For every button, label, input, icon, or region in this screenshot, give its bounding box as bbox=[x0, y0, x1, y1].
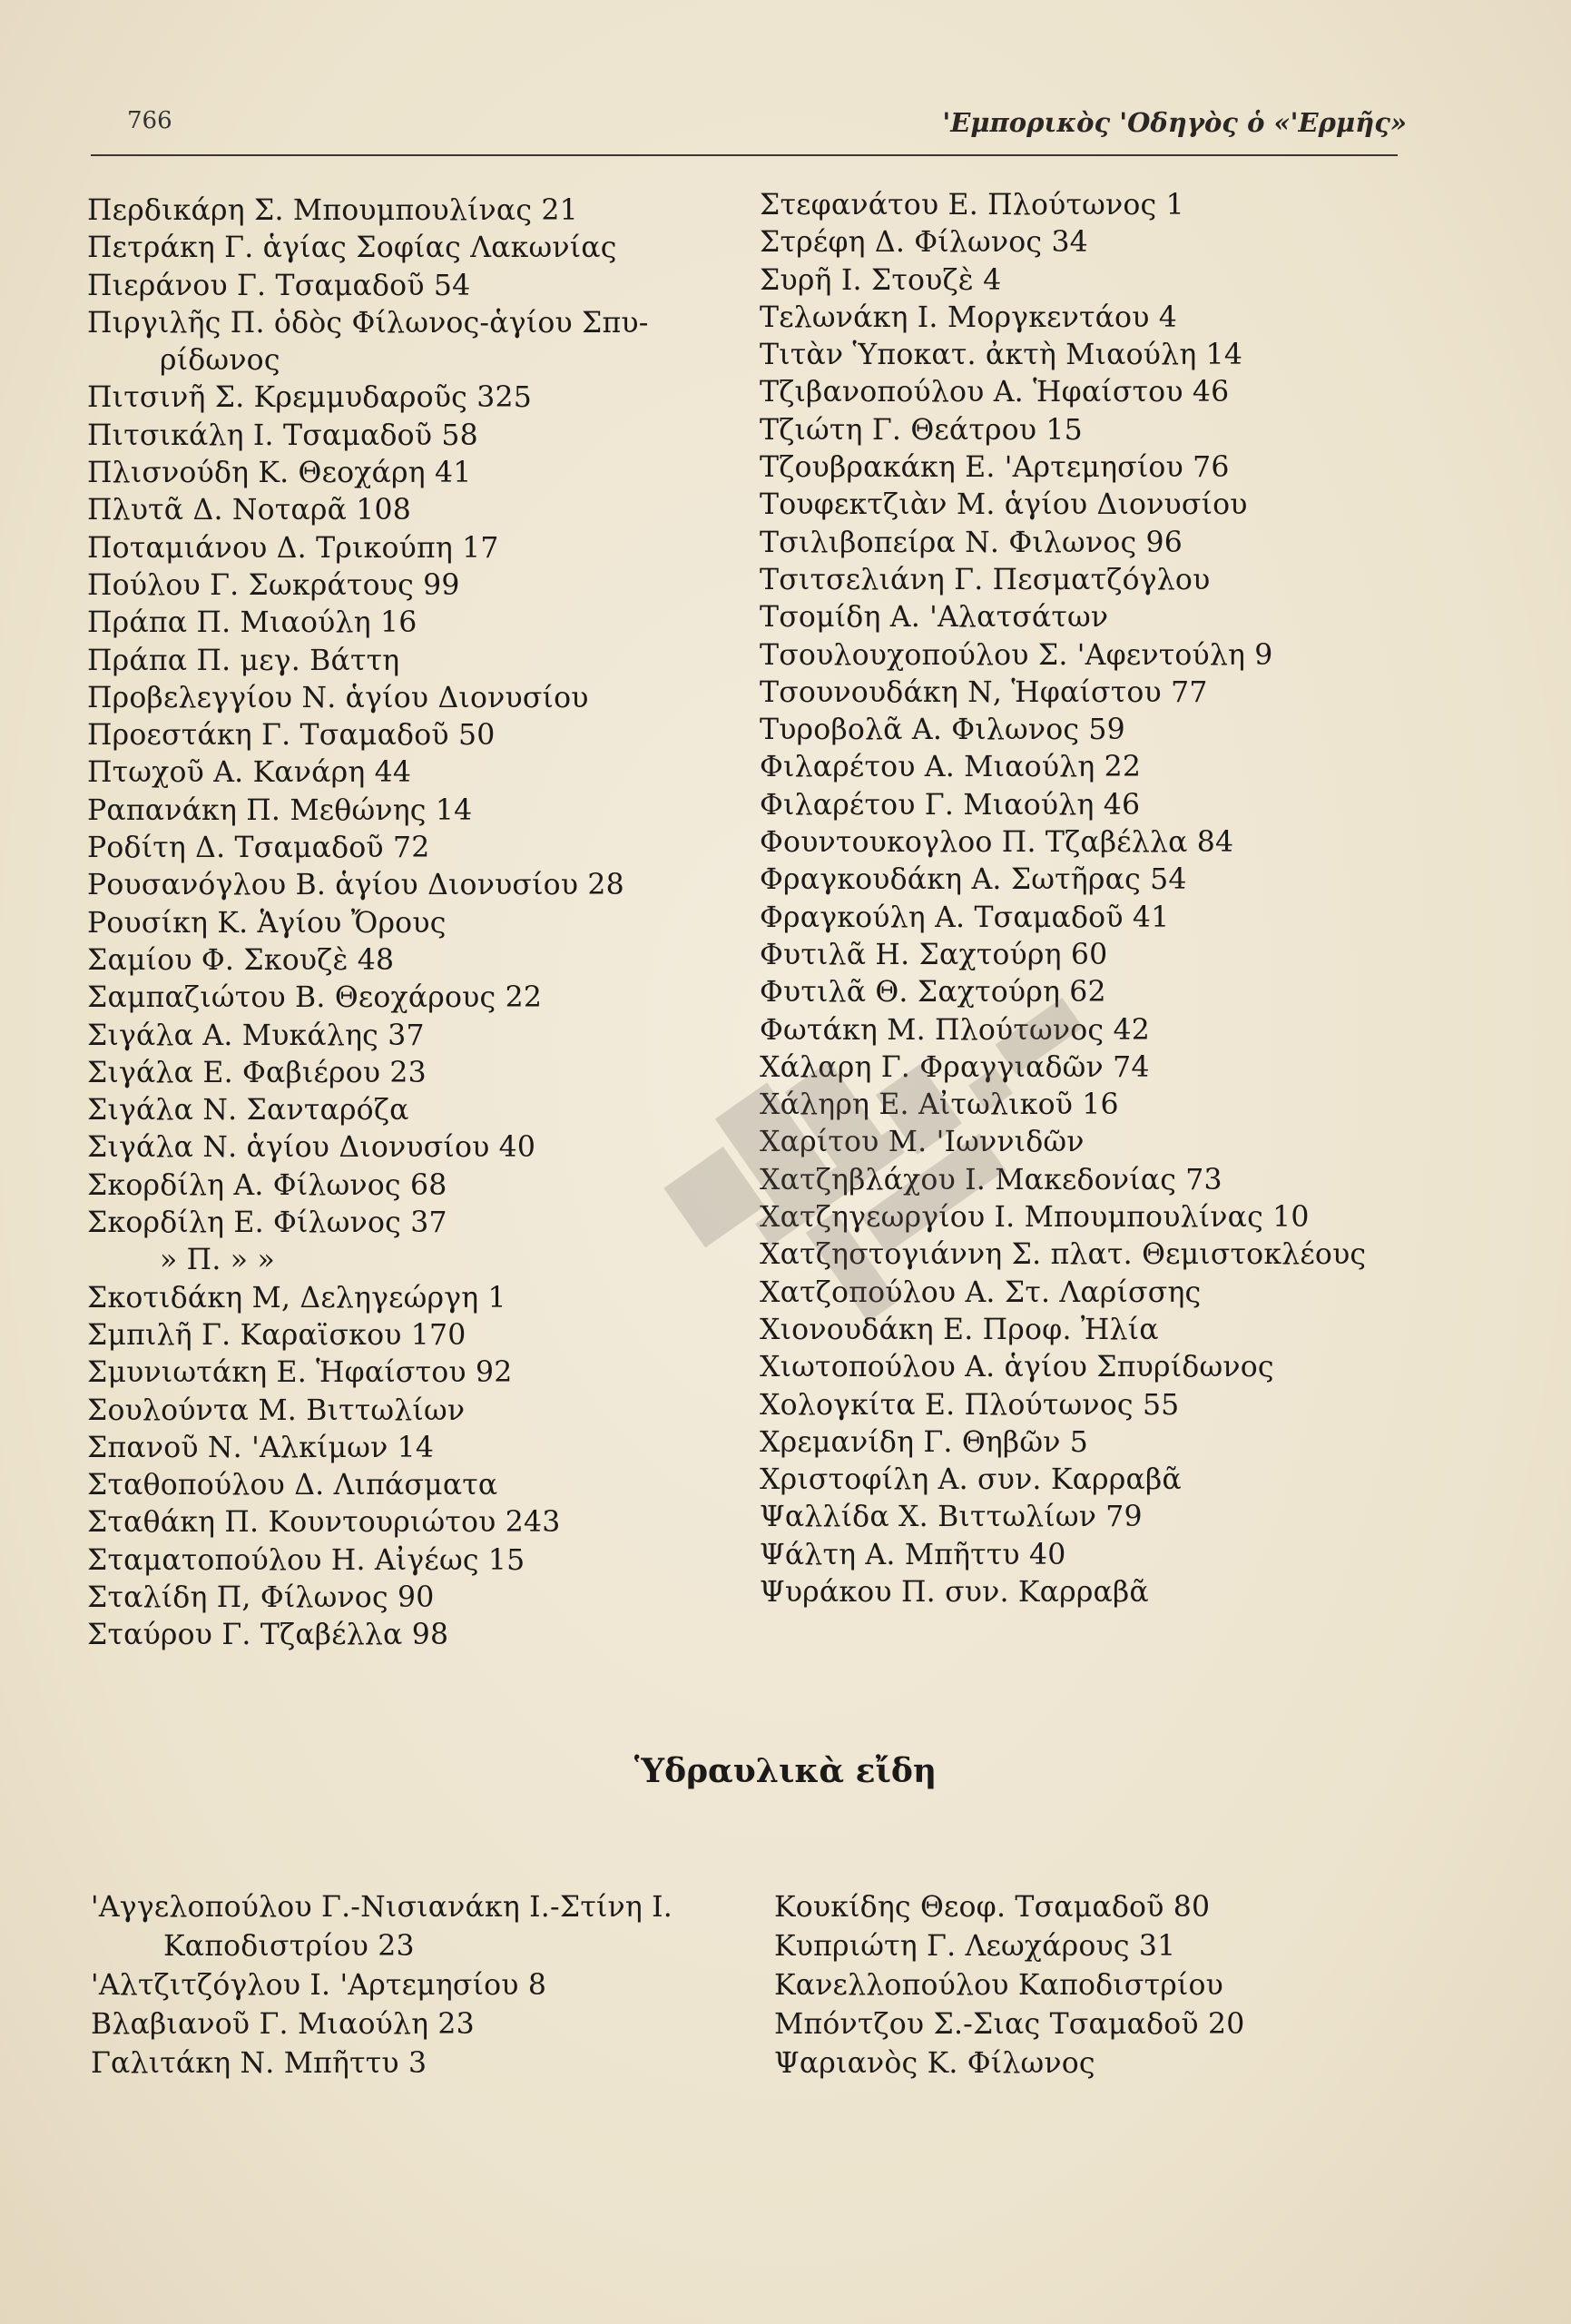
directory-entry: Τσομίδη Α. 'Αλατσάτων bbox=[760, 601, 1109, 635]
directory-entry: 'Αλτζιτζόγλου Ι. 'Αρτεμησίου 8 bbox=[91, 1969, 547, 2002]
directory-entry: Σταματοπούλου Η. Αἰγέως 15 bbox=[87, 1543, 525, 1577]
directory-entry: Φυτιλᾶ Θ. Σαχτούρη 62 bbox=[760, 976, 1106, 1009]
directory-entry: Χατζοπούλου Α. Στ. Λαρίσσης bbox=[760, 1275, 1202, 1309]
section-title: Ὑδραυλικὰ εἴδη bbox=[633, 1752, 938, 1790]
section-left-column bbox=[91, 1888, 762, 2083]
directory-entry: Συρῆ Ι. Στουζὲ 4 bbox=[760, 263, 1002, 297]
directory-entry: Πράπα Π. Μιαούλη 16 bbox=[87, 606, 417, 640]
directory-entry: Χαρίτου Μ. 'Ιωννιδῶν bbox=[760, 1126, 1085, 1159]
directory-entry: Περδικάρη Σ. Μπουμπουλίνας 21 bbox=[87, 194, 578, 227]
directory-entry: Σμυνιωτάκη Ε. Ἡφαίστου 92 bbox=[87, 1356, 513, 1390]
directory-entry: 'Αγγελοπούλου Γ.-Νισιανάκη Ι.-Στίνη Ι. bbox=[91, 1891, 673, 1924]
directory-entry: Ροδίτη Δ. Τσαμαδοῦ 72 bbox=[87, 832, 430, 865]
directory-entry: Ψάλτη Α. Μπῆττυ 40 bbox=[760, 1538, 1066, 1571]
directory-entry: Καποδιστρίου 23 bbox=[163, 1930, 415, 1963]
directory-entry: Φωτάκη Μ. Πλούτωνος 42 bbox=[760, 1013, 1150, 1047]
directory-entry: Χολογκίτα Ε. Πλούτωνος 55 bbox=[760, 1388, 1180, 1422]
directory-entry: Στρέφη Δ. Φίλωνος 34 bbox=[760, 226, 1088, 260]
page-number: 766 bbox=[127, 107, 172, 134]
directory-entry: Τζουβρακάκη Ε. 'Αρτεμησίου 76 bbox=[760, 451, 1230, 485]
directory-entry: Σταθάκη Π. Κουντουριώτου 243 bbox=[87, 1506, 561, 1540]
directory-entry: Τσουλουχοπούλου Σ. 'Αφεντούλη 9 bbox=[760, 638, 1273, 672]
running-head: 'Εμπορικὸς 'Οδηγὸς ὁ «'Ερμῆς» bbox=[942, 107, 1407, 138]
directory-entry: Ψυράκου Π. συν. Καρραβᾶ bbox=[760, 1575, 1149, 1609]
directory-entry: Σιγάλα Ε. Φαβιέρου 23 bbox=[87, 1056, 427, 1089]
directory-entry: Πράπα Π. μεγ. Βάττη bbox=[87, 644, 400, 677]
directory-entry: Σιγάλα Ν. Σανταρόζα bbox=[87, 1094, 409, 1128]
section-right-column bbox=[774, 1888, 1428, 2083]
directory-entry: ρίδωνος bbox=[160, 344, 280, 378]
directory-entry: Χιονουδάκη Ε. Προφ. Ἠλία bbox=[760, 1313, 1159, 1346]
directory-entry: Τσιτσελιάνη Γ. Πεσματζόγλου bbox=[760, 563, 1211, 596]
directory-entry: » Π. » » bbox=[160, 1244, 275, 1277]
directory-entry: Σμπιλῆ Γ. Καραϊσκου 170 bbox=[87, 1318, 466, 1352]
directory-entry: Κανελλοπούλου Καποδιστρίου bbox=[774, 1969, 1223, 2002]
directory-entry: Φυτιλᾶ Η. Σαχτούρη 60 bbox=[760, 938, 1108, 971]
directory-entry: Προεστάκη Γ. Τσαμαδοῦ 50 bbox=[87, 719, 496, 753]
directory-entry: Πιτσικάλη Ι. Τσαμαδοῦ 58 bbox=[87, 419, 478, 452]
directory-entry: Φραγκουδάκη Α. Σωτῆρας 54 bbox=[760, 863, 1187, 897]
directory-entry: Πιτσινῆ Σ. Κρεμμυδαροῦς 325 bbox=[87, 381, 532, 415]
directory-entry: Σιγάλα Α. Μυκάλης 37 bbox=[87, 1019, 425, 1052]
directory-entry: Τελωνάκη Ι. Μοργκεντάου 4 bbox=[760, 300, 1178, 334]
directory-entry: Χάληρη Ε. Αἰτωλικοῦ 16 bbox=[760, 1088, 1119, 1122]
directory-left-column bbox=[87, 192, 741, 1655]
directory-entry: Πιεράνου Γ. Τσαμαδοῦ 54 bbox=[87, 269, 471, 302]
directory-entry: Ρουσίκη Κ. Ἁγίου Ὄρους bbox=[87, 906, 447, 940]
directory-entry: Πιργιλῆς Π. ὁδὸς Φίλωνος-ἁγίου Σπυ- bbox=[87, 306, 649, 340]
directory-entry: Χρεμανίδη Γ. Θηβῶν 5 bbox=[760, 1425, 1089, 1459]
directory-entry: Κουκίδης Θεοφ. Τσαμαδοῦ 80 bbox=[774, 1891, 1211, 1924]
directory-right-column bbox=[760, 187, 1413, 1611]
directory-entry: Τζιώτη Γ. Θεάτρου 15 bbox=[760, 413, 1083, 447]
directory-entry: Σιγάλα Ν. ἁγίου Διονυσίου 40 bbox=[87, 1131, 536, 1165]
directory-entry: Σκοτιδάκη Μ, Δεληγεώργη 1 bbox=[87, 1281, 506, 1315]
directory-entry: Πλισνούδη Κ. Θεοχάρη 41 bbox=[87, 457, 472, 490]
directory-entry: Χριστοφίλη Α. συν. Καρραβᾶ bbox=[760, 1463, 1182, 1497]
directory-entry: Τουφεκτζιὰν Μ. ἁγίου Διονυσίου bbox=[760, 488, 1248, 522]
directory-entry: Φιλαρέτου Α. Μιαούλη 22 bbox=[760, 751, 1142, 784]
directory-entry: Φιλαρέτου Γ. Μιαούλη 46 bbox=[760, 788, 1141, 822]
directory-entry: Βλαβιανοῦ Γ. Μιαούλη 23 bbox=[91, 2008, 475, 2041]
directory-entry: Ψαριανὸς Κ. Φίλωνος bbox=[774, 2047, 1095, 2080]
directory-entry: Γαλιτάκη Ν. Μπῆττυ 3 bbox=[91, 2047, 427, 2080]
directory-entry: Σταθοπούλου Δ. Λιπάσματα bbox=[87, 1469, 498, 1502]
directory-entry: Χιωτοπούλου Α. ἁγίου Σπυρίδωνος bbox=[760, 1351, 1274, 1384]
directory-entry: Σπανοῦ Ν. 'Αλκίμων 14 bbox=[87, 1431, 435, 1464]
directory-entry: Ρουσανόγλου Β. ἁγίου Διονυσίου 28 bbox=[87, 869, 624, 902]
directory-entry: Ποταμιάνου Δ. Τρικούπη 17 bbox=[87, 531, 499, 565]
directory-entry: Σκορδίλη Α. Φίλωνος 68 bbox=[87, 1168, 447, 1202]
directory-entry: Ψαλλίδα Χ. Βιττωλίων 79 bbox=[760, 1501, 1143, 1534]
directory-entry: Πτωχοῦ Α. Κανάρη 44 bbox=[87, 756, 412, 790]
directory-entry: Μπόντζου Σ.-Σιας Τσαμαδοῦ 20 bbox=[774, 2008, 1245, 2041]
directory-entry: Σουλούντα Μ. Βιττωλίων bbox=[87, 1393, 466, 1427]
directory-entry: Τσιλιβοπείρα Ν. Φιλωνος 96 bbox=[760, 526, 1183, 559]
directory-entry: Τσουνουδάκη Ν, Ἡφαίστου 77 bbox=[760, 675, 1208, 709]
directory-entry: Προβελεγγίου Ν. ἁγίου Διονυσίου bbox=[87, 681, 589, 714]
directory-entry: Φραγκούλη Α. Τσαμαδοῦ 41 bbox=[760, 901, 1170, 934]
directory-entry: Σταύρου Γ. Τζαβέλλα 98 bbox=[87, 1619, 449, 1652]
directory-entry: Χάλαρη Γ. Φραγγιαδῶν 74 bbox=[760, 1050, 1150, 1084]
directory-entry: Πλυτᾶ Δ. Νοταρᾶ 108 bbox=[87, 494, 412, 527]
directory-entry: Τζιβανοπούλου Α. Ἡφαίστου 46 bbox=[760, 376, 1230, 409]
directory-entry: Στεφανάτου Ε. Πλούτωνος 1 bbox=[760, 189, 1184, 222]
directory-entry: Χατζηγεωργίου Ι. Μπουμπουλίνας 10 bbox=[760, 1201, 1310, 1235]
page-header bbox=[127, 107, 1407, 143]
directory-entry: Πούλου Γ. Σωκράτους 99 bbox=[87, 568, 460, 602]
directory-entry: Χατζηστογιάννη Σ. πλατ. Θεμιστοκλέους bbox=[760, 1238, 1367, 1272]
directory-entry: Τιτὰν Ὑποκατ. ἀκτὴ Μιαούλη 14 bbox=[760, 339, 1243, 372]
directory-entry: Σταλίδη Π, Φίλωνος 90 bbox=[87, 1581, 435, 1614]
directory-entry: Τυροβολᾶ Α. Φιλωνος 59 bbox=[760, 714, 1125, 747]
directory-entry: Φουντουκογλοο Π. Τζαβέλλα 84 bbox=[760, 826, 1234, 860]
directory-entry: Σαμίου Φ. Σκουζὲ 48 bbox=[87, 943, 395, 977]
directory-entry: Πετράκη Γ. ἁγίας Σοφίας Λακωνίας bbox=[87, 231, 617, 265]
directory-entry: Σκορδίλη Ε. Φίλωνος 37 bbox=[87, 1206, 447, 1240]
directory-entry: Κυπριώτη Γ. Λεωχάρους 31 bbox=[774, 1930, 1176, 1963]
directory-entry: Σαμπαζιώτου Β. Θεοχάρους 22 bbox=[87, 981, 543, 1015]
directory-entry: Ραπανάκη Π. Μεθώνης 14 bbox=[87, 793, 473, 827]
directory-entry: Χατζηβλάχου Ι. Μακεδονίας 73 bbox=[760, 1163, 1222, 1196]
header-rule bbox=[91, 154, 1398, 156]
